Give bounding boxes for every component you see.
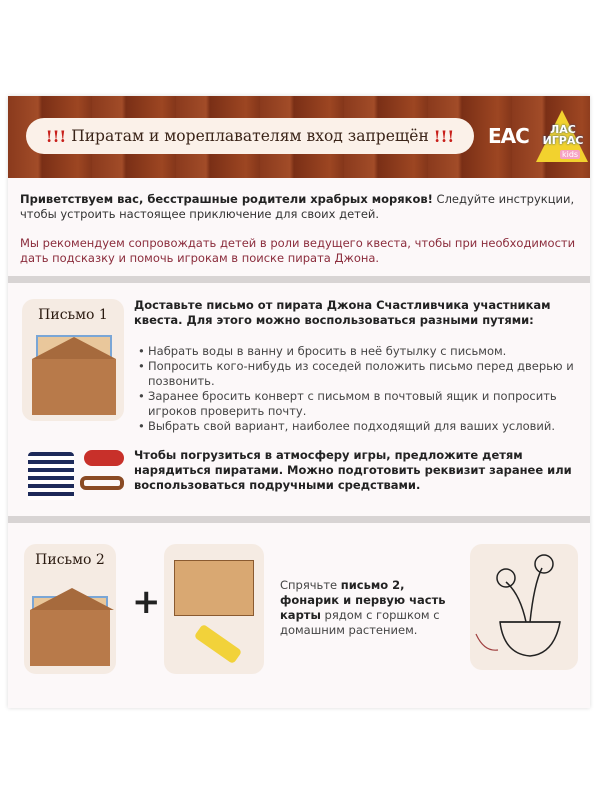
- step2-text: Спрячьте письмо 2, фонарик и первую часть карты рядом с горшком с домашним растением.: [280, 578, 446, 637]
- intro-text: Приветствуем вас, бесстрашные родители храбрых моряков! Следуйте инструкции, чтобы устроить настоящее приключение для своих детей.: [20, 192, 575, 221]
- step1-heading: Доставьте письмо от пирата Джона Счастливчика участникам квеста. Для этого можно воспользоваться разными путями:: [134, 298, 551, 327]
- exclamation-marks: !!!: [433, 126, 455, 146]
- map-image: [174, 560, 254, 616]
- list-item: • Попросить кого-нибудь из соседей положить письмо перед дверью и позвонить.: [138, 359, 584, 389]
- list-item: • Набрать воды в ванну и бросить в неё бутылку с письмом.: [138, 344, 584, 359]
- eac-mark: EAC: [488, 124, 529, 148]
- instruction-page: [8, 96, 590, 708]
- envelope-image: [32, 359, 116, 415]
- plant-pot-icon: [470, 544, 578, 670]
- items-card: [164, 544, 264, 674]
- banner-text: Пиратам и мореплавателям вход запрещён: [71, 127, 429, 145]
- delivery-options-list: [138, 344, 584, 434]
- plus-sign: +: [132, 582, 161, 622]
- plant-pot-card: [470, 544, 578, 670]
- banner-title: [26, 118, 474, 154]
- card-title: Письмо 2: [35, 552, 105, 568]
- card-title: Письмо 1: [38, 307, 108, 323]
- costume-image: [24, 446, 128, 506]
- brand-logo: ЛАС ИГРАС kids: [536, 110, 588, 166]
- divider: [8, 276, 590, 283]
- list-item: • Выбрать свой вариант, наиболее подходящий для ваших условий.: [138, 419, 584, 434]
- wood-banner: [8, 96, 590, 178]
- costume-text: Чтобы погрузиться в атмосферу игры, предложите детям нарядиться пиратами. Можно подготовить реквизит заранее или воспользоваться подручными средствами.: [134, 448, 572, 492]
- letter-1-card: [22, 299, 124, 421]
- flashlight-image: [194, 624, 242, 665]
- divider: [8, 516, 590, 523]
- list-item: • Заранее бросить конверт с письмом в почтовый ящик и попросить игроков проверить почту.: [138, 389, 584, 419]
- recommendation-text: Мы рекомендуем сопровождать детей в роли ведущего квеста, чтобы при необходимости дать подсказку и помочь игрокам в поиске пирата Джона.: [20, 236, 576, 265]
- exclamation-marks: !!!: [45, 126, 67, 146]
- letter-2-card: [24, 544, 116, 674]
- envelope-image: [30, 610, 110, 666]
